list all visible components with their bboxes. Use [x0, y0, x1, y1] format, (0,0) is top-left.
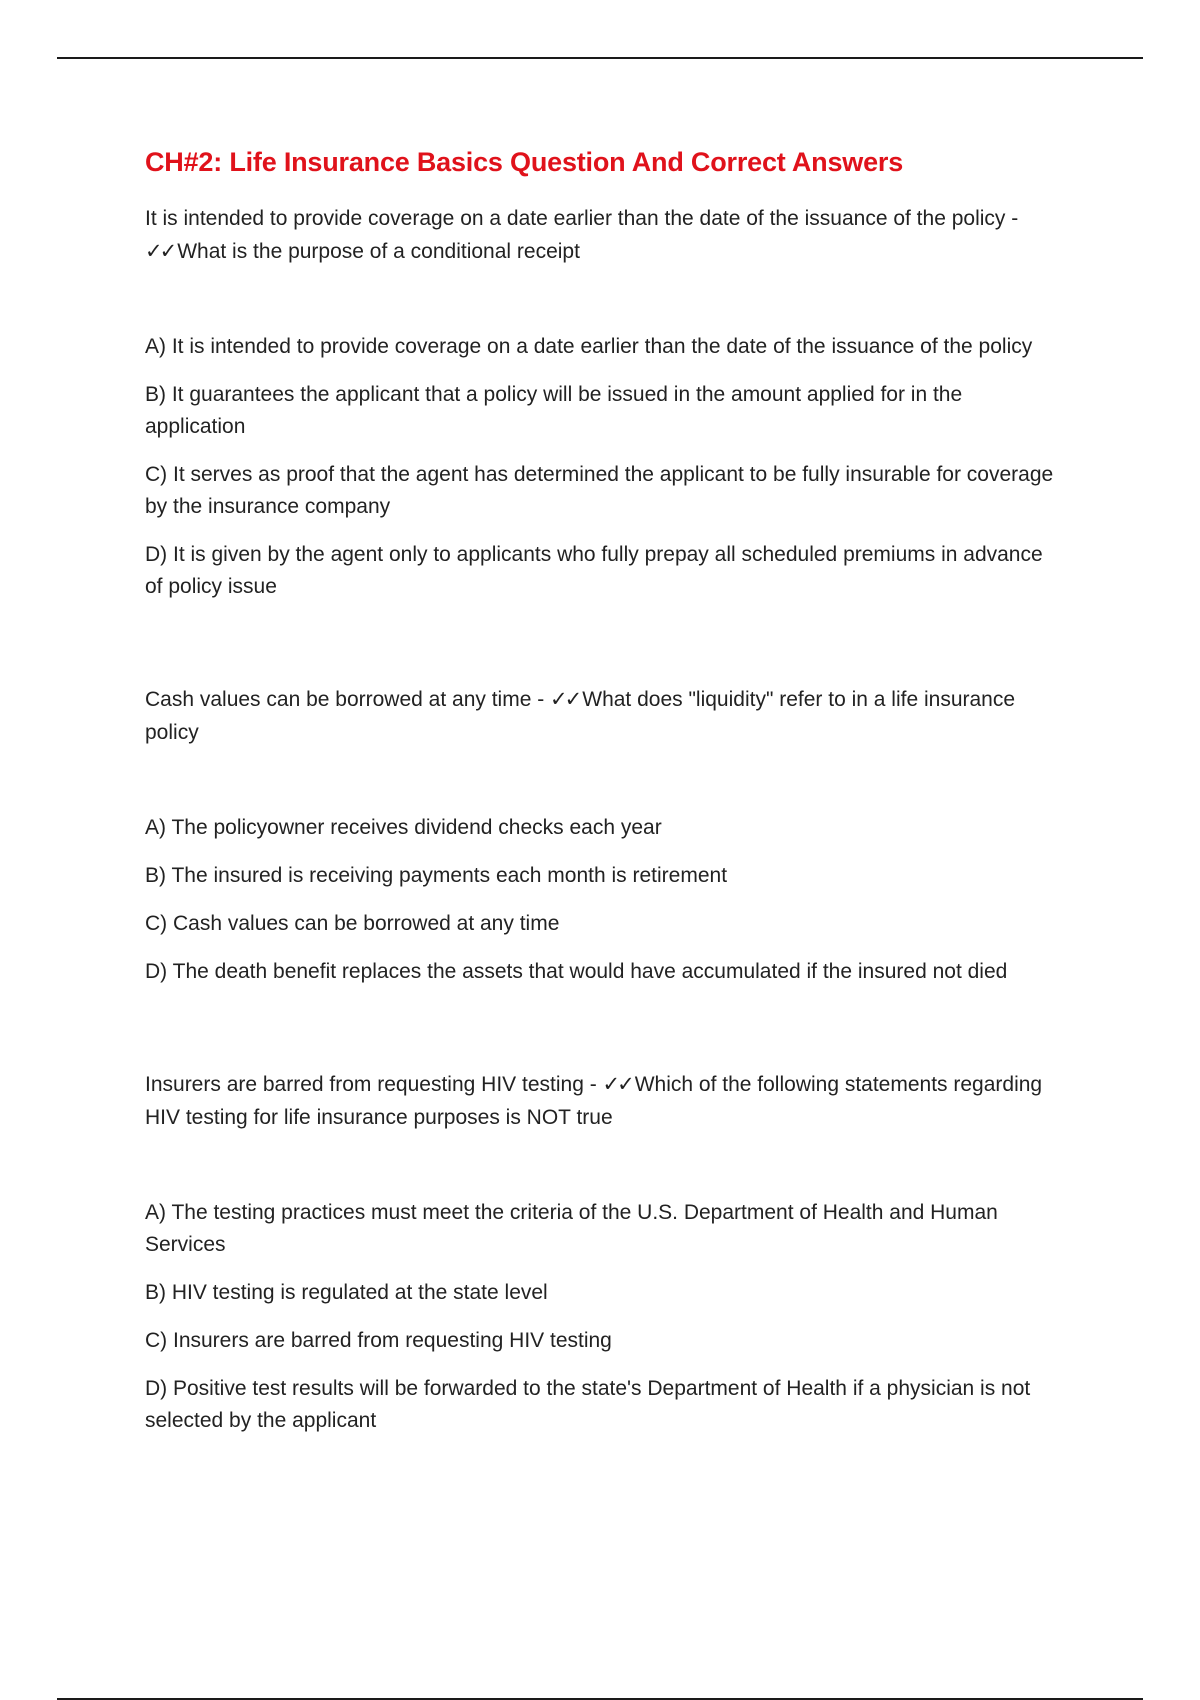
question-text: What is the purpose of a conditional receipt [177, 239, 580, 263]
question-answer-1 [145, 202, 1065, 268]
check-mark-icon: ✓✓ [550, 687, 580, 711]
document-title: CH#2: Life Insurance Basics Question And Correct Answers [145, 147, 904, 177]
option-d: D) The death benefit replaces the assets that would have accumulated if the insured not died [145, 959, 1008, 983]
option-a: A) The testing practices must meet the criteria of the U.S. Department of Health and Human Services [145, 1200, 998, 1256]
answer-text: It is intended to provide coverage on a date earlier than the date of the issuance of the policy - [145, 206, 1019, 230]
option-c: C) Insurers are barred from requesting HIV testing [145, 1328, 612, 1352]
options-list-3 [145, 1197, 1065, 1437]
option-a: A) It is intended to provide coverage on a date earlier than the date of the issuance of the policy [145, 334, 1033, 358]
question-answer-2 [145, 683, 1065, 749]
question-text: What does "liquidity" refer to in a life insurance policy [145, 687, 1016, 744]
document-body [145, 146, 1065, 1453]
check-mark-icon: ✓✓ [145, 239, 175, 263]
option-a: A) The policyowner receives dividend checks each year [145, 815, 662, 839]
option-b: B) HIV testing is regulated at the state level [145, 1280, 548, 1304]
header-rule [57, 57, 1143, 59]
answer-text: Insurers are barred from requesting HIV testing - [145, 1072, 603, 1096]
option-b: B) It guarantees the applicant that a policy will be issued in the amount applied for in the application [145, 382, 963, 438]
answer-text: Cash values can be borrowed at any time - [145, 687, 551, 711]
option-c: C) It serves as proof that the agent has determined the applicant to be fully insurable for coverage by the insurance company [145, 462, 1054, 518]
question-answer-3 [145, 1068, 1065, 1134]
check-mark-icon: ✓✓ [602, 1072, 632, 1096]
question-text: Which of the following statements regarding HIV testing for life insurance purposes is NOT true [145, 1072, 1043, 1129]
options-list-1 [145, 331, 1065, 603]
options-list-2 [145, 812, 1065, 988]
option-c: C) Cash values can be borrowed at any time [145, 911, 560, 935]
option-d: D) It is given by the agent only to applicants who fully prepay all scheduled premiums in advance of policy issue [145, 542, 1043, 598]
option-b: B) The insured is receiving payments each month is retirement [145, 863, 728, 887]
option-d: D) Positive test results will be forwarded to the state's Department of Health if a physician is not selected by the applicant [145, 1376, 1031, 1432]
